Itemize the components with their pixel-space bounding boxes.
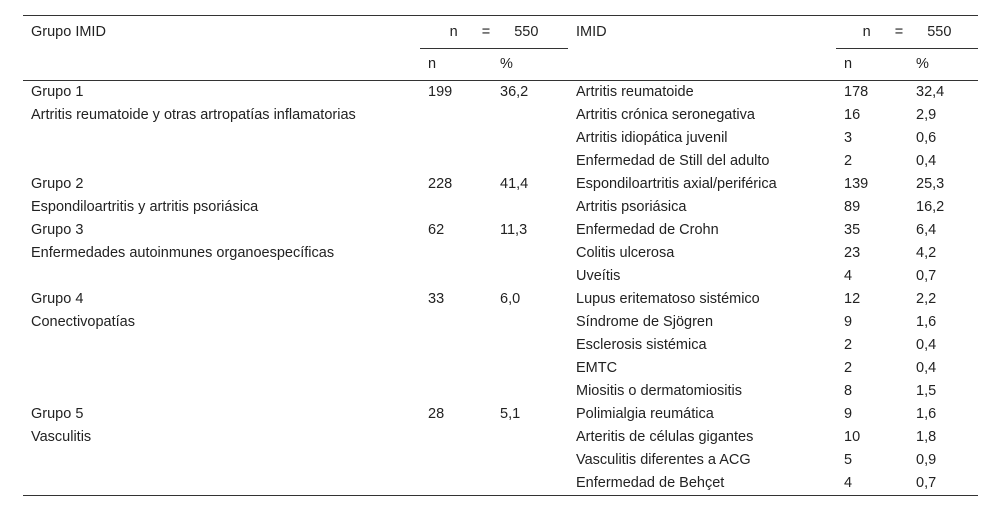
cell-imid: Colitis ulcerosa	[576, 245, 675, 261]
cell-group-n	[420, 150, 492, 173]
cell-group	[23, 380, 420, 403]
cell-group-n: 28	[428, 406, 445, 422]
cell-group-n	[420, 104, 492, 127]
header-n-total-right	[836, 16, 978, 49]
cell-group: Vasculitis	[31, 429, 92, 445]
cell-group-pct	[492, 311, 568, 334]
cell-group: Enfermedades autoinmunes organoespecíficas	[31, 245, 335, 261]
cell-group-pct	[492, 242, 568, 265]
cell-group-pct: 36,2	[500, 84, 529, 100]
cell-imid-pct: 0,7	[916, 268, 937, 284]
cell-imid-n: 2	[844, 360, 853, 376]
header-imid: IMID	[568, 16, 836, 49]
table-row	[23, 472, 978, 496]
cell-group-pct	[492, 104, 568, 127]
header-equals-right: =	[894, 24, 904, 40]
cell-imid-n: 23	[844, 245, 861, 261]
cell-group: Grupo 3	[31, 222, 84, 238]
cell-imid: Artritis crónica seronegativa	[576, 107, 755, 123]
cell-imid-pct: 16,2	[916, 199, 945, 215]
cell-group-pct	[492, 426, 568, 449]
cell-group-pct	[492, 472, 568, 496]
cell-imid-n: 9	[844, 314, 853, 330]
cell-imid-pct: 2,2	[916, 291, 937, 307]
cell-group: Grupo 1	[31, 84, 84, 100]
cell-group	[23, 127, 420, 150]
cell-imid: Síndrome de Sjögren	[576, 314, 714, 330]
cell-imid-n: 4	[844, 268, 853, 284]
cell-group	[23, 150, 420, 173]
header-n-label: n	[449, 24, 458, 40]
cell-imid-pct: 0,4	[916, 360, 937, 376]
cell-imid: Miositis o dermatomiositis	[576, 383, 742, 399]
cell-imid-n: 12	[844, 291, 861, 307]
table-body	[23, 81, 978, 496]
table-row	[23, 403, 978, 426]
header-equals: =	[481, 24, 491, 40]
table-row	[23, 311, 978, 334]
cell-group-pct	[492, 265, 568, 288]
header-n-value: 550	[514, 24, 539, 40]
cell-imid-n: 2	[844, 337, 853, 353]
subheader-pct-right: %	[908, 49, 978, 81]
cell-imid: Lupus eritematoso sistémico	[576, 291, 760, 307]
cell-imid-pct: 2,9	[916, 107, 937, 123]
cell-imid: Artritis idiopática juvenil	[576, 130, 728, 146]
table-row	[23, 357, 978, 380]
cell-imid-pct: 1,8	[916, 429, 937, 445]
cell-imid-n: 3	[844, 130, 853, 146]
cell-group-pct	[492, 380, 568, 403]
cell-group	[23, 334, 420, 357]
cell-imid-pct: 4,2	[916, 245, 937, 261]
cell-group-n	[420, 426, 492, 449]
cell-group: Grupo 2	[31, 176, 84, 192]
cell-imid-n: 16	[844, 107, 861, 123]
cell-imid-pct: 1,6	[916, 406, 937, 422]
cell-imid: Vasculitis diferentes a ACG	[576, 452, 751, 468]
subheader-n-right: n	[836, 49, 908, 81]
cell-imid: Artritis reumatoide	[576, 84, 694, 100]
cell-imid: Espondiloartritis axial/periférica	[576, 176, 777, 192]
cell-group-n: 199	[428, 84, 453, 100]
cell-group: Grupo 5	[31, 406, 84, 422]
cell-group	[23, 472, 420, 496]
header-group-imid: Grupo IMID	[23, 16, 420, 49]
cell-group	[23, 357, 420, 380]
table-row	[23, 426, 978, 449]
cell-imid-n: 4	[836, 472, 908, 496]
cell-imid-n: 178	[844, 84, 869, 100]
cell-imid-n: 9	[844, 406, 853, 422]
header-n-total-left	[420, 16, 568, 49]
imid-table-container	[23, 15, 978, 496]
cell-group: Artritis reumatoide y otras artropatías inflamatorias	[31, 107, 356, 123]
cell-group	[23, 449, 420, 472]
cell-imid: Artritis psoriásica	[576, 199, 687, 215]
cell-imid: Enfermedad de Still del adulto	[576, 153, 770, 169]
cell-imid-pct: 1,6	[916, 314, 937, 330]
imid-table	[23, 15, 978, 496]
table-row	[23, 127, 978, 150]
cell-imid-n: 5	[844, 452, 853, 468]
cell-imid: Enfermedad de Crohn	[576, 222, 719, 238]
cell-group-n	[420, 265, 492, 288]
table-row	[23, 380, 978, 403]
table-row	[23, 81, 978, 105]
cell-group-n	[420, 311, 492, 334]
cell-imid-pct: 0,9	[916, 452, 937, 468]
cell-group-n	[420, 196, 492, 219]
cell-imid-pct: 6,4	[916, 222, 937, 238]
cell-group-n: 62	[428, 222, 445, 238]
cell-imid-pct: 0,4	[916, 337, 937, 353]
header-n-value-right: 550	[927, 24, 952, 40]
cell-imid: Enfermedad de Behçet	[568, 472, 836, 496]
cell-group	[23, 265, 420, 288]
subheader-pct: %	[492, 49, 568, 81]
cell-group: Conectivopatías	[31, 314, 135, 330]
cell-group-pct: 6,0	[500, 291, 521, 307]
cell-group-pct: 11,3	[500, 222, 528, 238]
cell-group-n	[420, 472, 492, 496]
cell-group-pct	[492, 150, 568, 173]
cell-imid-pct: 1,5	[916, 383, 937, 399]
table-row	[23, 242, 978, 265]
cell-imid: Arteritis de células gigantes	[576, 429, 754, 445]
cell-group-pct	[492, 449, 568, 472]
cell-imid-n: 2	[844, 153, 853, 169]
table-row	[23, 196, 978, 219]
table-row	[23, 104, 978, 127]
cell-imid: EMTC	[576, 360, 618, 376]
cell-group-n	[420, 449, 492, 472]
cell-imid-pct: 32,4	[916, 84, 945, 100]
cell-group-pct: 5,1	[500, 406, 521, 422]
cell-group-pct	[492, 334, 568, 357]
cell-imid: Polimialgia reumática	[576, 406, 714, 422]
cell-imid-pct: 0,7	[908, 472, 978, 496]
cell-group-n	[420, 357, 492, 380]
table-row	[23, 173, 978, 196]
cell-imid-n: 35	[844, 222, 861, 238]
cell-group-n: 33	[428, 291, 445, 307]
cell-group-pct	[492, 196, 568, 219]
table-row	[23, 288, 978, 311]
cell-group-pct: 41,4	[500, 176, 529, 192]
cell-imid-n: 89	[844, 199, 861, 215]
cell-imid: Esclerosis sistémica	[576, 337, 707, 353]
cell-group-n	[420, 127, 492, 150]
table-header-row	[23, 16, 978, 49]
cell-imid-pct: 25,3	[916, 176, 945, 192]
cell-group: Espondiloartritis y artritis psoriásica	[31, 199, 259, 215]
cell-imid-n: 10	[844, 429, 861, 445]
table-row	[23, 334, 978, 357]
cell-imid: Uveítis	[576, 268, 621, 284]
cell-group-n	[420, 334, 492, 357]
cell-group-pct	[492, 127, 568, 150]
cell-group: Grupo 4	[31, 291, 84, 307]
table-row	[23, 219, 978, 242]
cell-group-n	[420, 380, 492, 403]
cell-imid-n: 139	[844, 176, 869, 192]
table-row	[23, 265, 978, 288]
cell-imid-n: 8	[844, 383, 853, 399]
table-row	[23, 150, 978, 173]
subheader-n: n	[420, 49, 492, 81]
cell-group-pct	[492, 357, 568, 380]
header-n-label-right: n	[862, 24, 871, 40]
cell-group-n	[420, 242, 492, 265]
table-row	[23, 449, 978, 472]
table-subheader-row	[23, 49, 978, 81]
cell-imid-pct: 0,4	[916, 153, 937, 169]
cell-imid-pct: 0,6	[916, 130, 937, 146]
cell-group-n: 228	[428, 176, 453, 192]
